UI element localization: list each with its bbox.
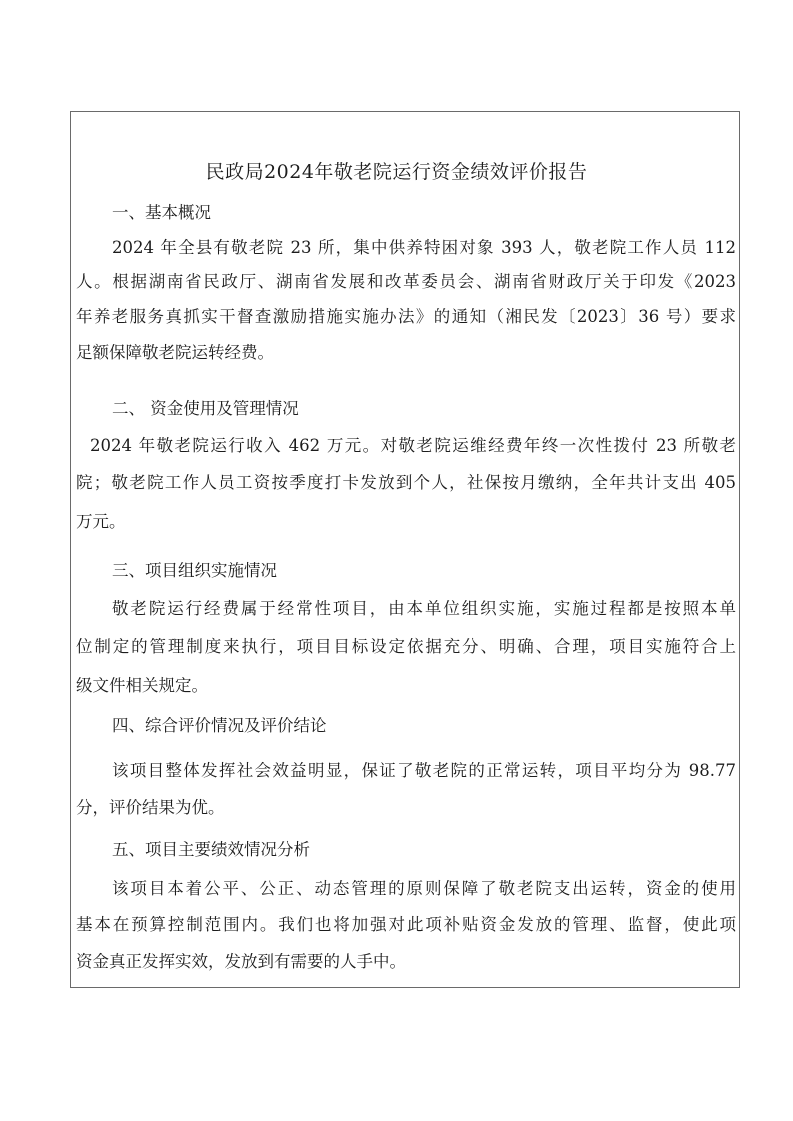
section-heading-evaluation-conclusion: 四、综合评价情况及评价结论 <box>112 716 327 735</box>
section-heading-project-implementation: 三、项目组织实施情况 <box>112 561 277 580</box>
paragraph-line: 该项目整体发挥社会效益明显，保证了敬老院的正常运转，项目平均分为 98.77 <box>112 761 736 780</box>
paragraph-line: 院；敬老院工作人员工资按季度打卡发放到个人，社保按月缴纳，全年共计支出 405 <box>76 473 736 492</box>
paragraph-line: 人。根据湖南省民政厅、湖南省发展和改革委员会、湖南省财政厅关于印发《2023 <box>76 272 736 291</box>
paragraph-line: 级文件相关规定。 <box>76 676 208 695</box>
paragraph-line: 基本在预算控制范围内。我们也将加强对此项补贴资金发放的管理、监督，使此项 <box>76 915 736 934</box>
paragraph-line: 该项目本着公平、公正、动态管理的原则保障了敬老院支出运转，资金的使用 <box>112 879 736 898</box>
paragraph-line: 分，评价结果为优。 <box>76 798 225 817</box>
section-heading-basic-overview: 一、基本概况 <box>112 203 211 222</box>
paragraph-line: 年养老服务真抓实干督查激励措施实施办法》的通知（湘民发〔2023〕36 号）要求 <box>76 307 736 326</box>
section-heading-fund-usage: 二、 资金使用及管理情况 <box>112 399 299 418</box>
report-title: 民政局2024年敬老院运行资金绩效评价报告 <box>205 161 588 183</box>
section-heading-performance-analysis: 五、项目主要绩效情况分析 <box>112 840 310 859</box>
paragraph-line: 位制定的管理制度来执行，项目目标设定依据充分、明确、合理，项目实施符合上 <box>76 637 736 656</box>
paragraph-line: 资金真正发挥实效，发放到有需要的人手中。 <box>76 952 406 971</box>
paragraph-line: 2024 年全县有敬老院 23 所，集中供养特困对象 393 人，敬老院工作人员 112 <box>112 238 736 257</box>
paragraph-line: 敬老院运行经费属于经常性项目，由本单位组织实施，实施过程都是按照本单 <box>112 599 736 618</box>
paragraph-line: 足额保障敬老院运转经费。 <box>76 343 274 362</box>
paragraph-line: 2024 年敬老院运行收入 462 万元。对敬老院运维经费年终一次性拨付 23 所敬老 <box>90 436 736 455</box>
paragraph-line: 万元。 <box>76 512 126 531</box>
